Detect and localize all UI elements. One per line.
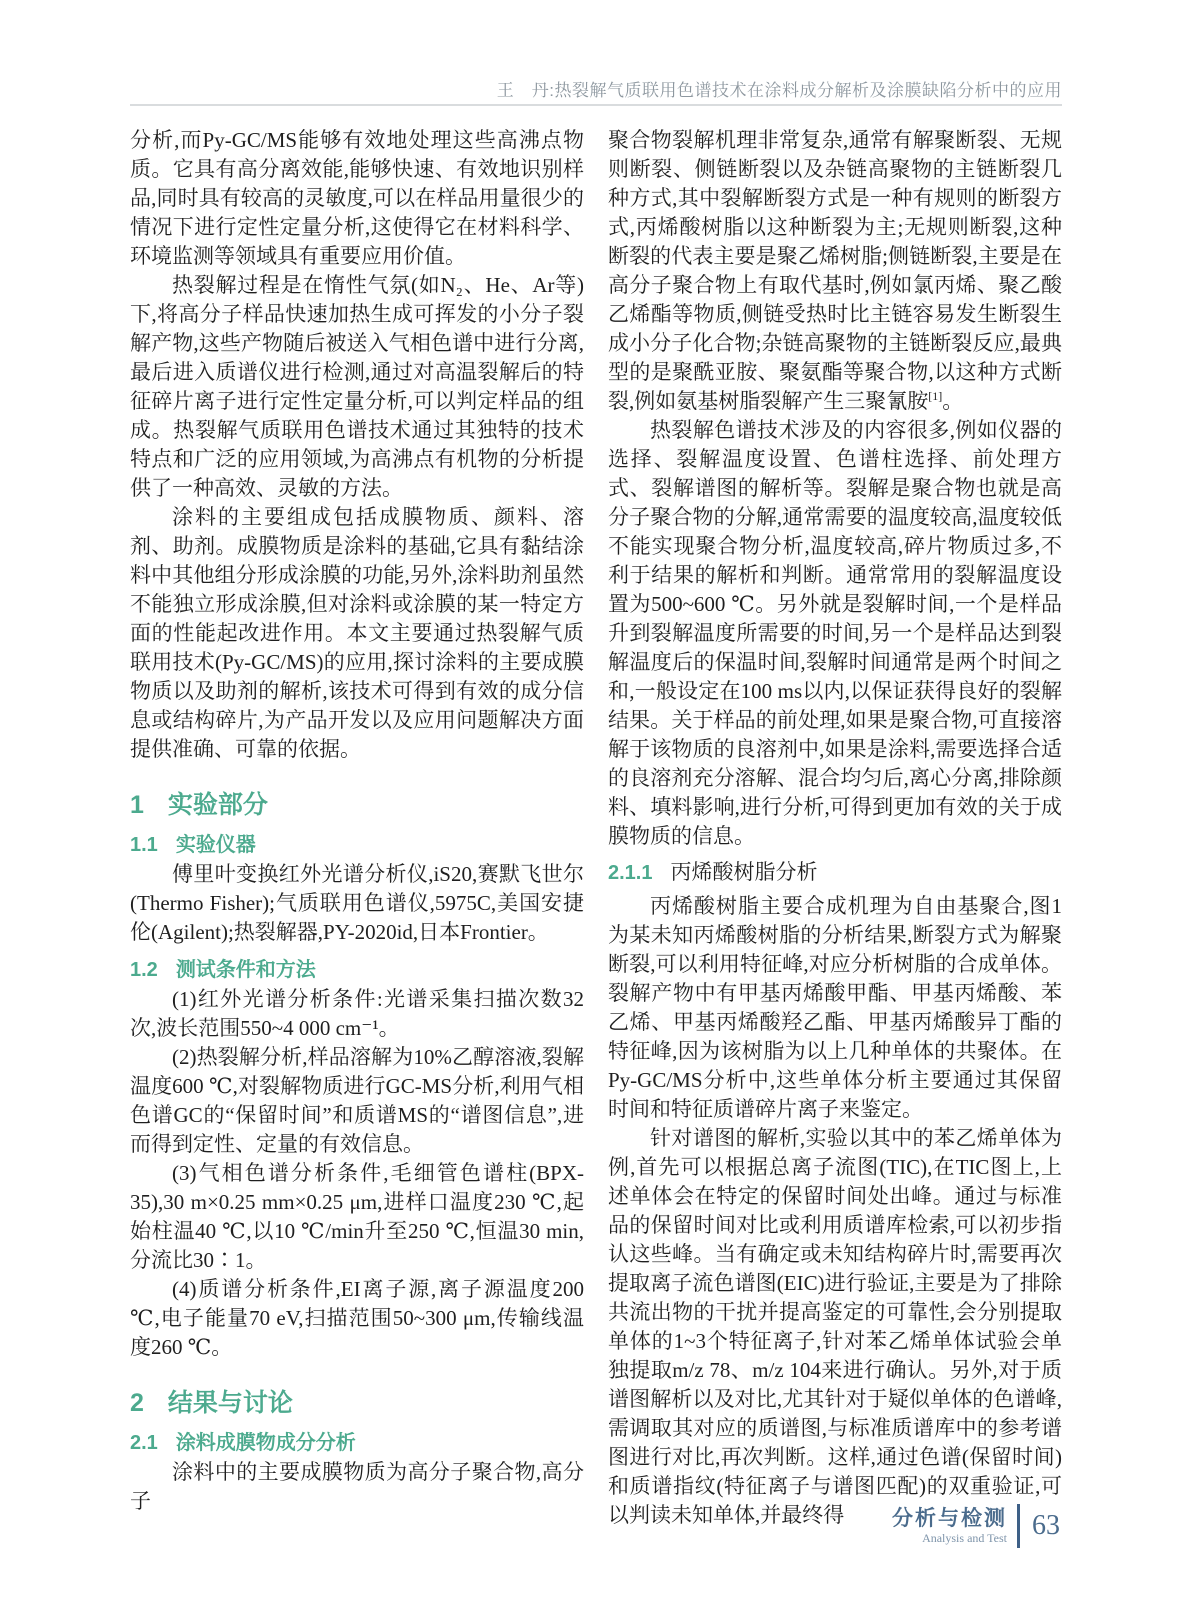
section-number: 1 — [130, 791, 144, 819]
paragraph: 涂料中的主要成膜物质为高分子聚合物,高分子 — [130, 1460, 584, 1513]
header-rule — [130, 104, 1062, 106]
section-number: 1.1 — [130, 834, 158, 856]
paragraph-text: 聚合物裂解机理非常复杂,通常有解聚断裂、无规则断裂、侧链断裂以及杂链高聚物的主链断裂几种方式,其中裂解断裂方式是一种有规则的断裂方式,丙烯酸树脂以这种断裂为主;无规则断裂,这种断裂的代表主要是聚乙烯树脂;侧链断裂,主要是在高分子聚合物上有取代基时,例如氯丙烯、聚乙酸乙烯酯等物质,侧链受热时比主链容易发生断裂生成小分子化合物;杂链高聚物的主链断裂反应,最典型的是聚酰亚胺、聚氨酯等聚合物,以这种方式断裂,例如氨基树脂裂解产生三聚氰胺 — [608, 128, 1062, 413]
section-heading-2-1 — [130, 1428, 584, 1458]
section-title: 结果与讨论 — [167, 1389, 293, 1417]
section-number: 2.1 — [130, 1432, 158, 1454]
right-column — [608, 126, 1062, 1530]
section-title: 实验仪器 — [175, 834, 256, 856]
paragraph — [608, 126, 1062, 416]
paragraph: 针对谱图的解析,实验以其中的苯乙烯单体为例,首先可以根据总离子流图(TIC),在TIC图上,上述单体会在特定的保留时间处出峰。通过与标准品的保留时间对比或利用质谱库检索,可以初步指认这些峰。当有确定或未知结构碎片时,需要再次提取离子流色谱图(EIC)进行验证,主要是为了排除共流出物的干扰并提高鉴定的可靠性,会分别提取单体的1~3个特征离子,针对苯乙烯单体试验会单独提取m/z 78、m/z 104来进行确认。另外,对于质谱图解析以及对比,尤其针对于疑似单体的色谱峰,需调取其对应的质谱图,与标准质谱库中的参考谱图进行对比,再次判断。这样,通过色谱(保留时间)和质谱指纹(特征离子与谱图匹配)的双重验证,可以判读未知单体,并最终得 — [608, 1126, 1062, 1527]
page-footer — [892, 1504, 1060, 1548]
left-column — [130, 126, 584, 1530]
method-item: (4)质谱分析条件,EI离子源,离子源温度200 ℃,电子能量70 eV,扫描范围50~300 μm,传输线温度260 ℃。 — [130, 1277, 584, 1359]
section-heading-1 — [130, 788, 584, 822]
paragraph: 丙烯酸树脂主要合成机理为自由基聚合,图1为某未知丙烯酸树脂的分析结果,断裂方式为解聚断裂,可以利用特征峰,对应分析树脂的合成单体。裂解产物中有甲基丙烯酸甲酯、甲基丙烯酸、苯乙烯、甲基丙烯酸羟乙酯、甲基丙烯酸异丁酯的特征峰,因为该树脂为以上几种单体的共聚体。在Py-GC/MS分析中,这些单体分析主要通过其保留时间和特征质谱碎片离子来鉴定。 — [608, 894, 1062, 1121]
section-number: 2.1.1 — [608, 862, 653, 884]
section-number: 2 — [130, 1389, 144, 1417]
running-header: 王 丹:热裂解气质联用色谱技术在涂料成分解析及涂膜缺陷分析中的应用 — [496, 81, 1062, 100]
section-title: 丙烯酸树脂分析 — [670, 860, 818, 884]
section-title: 涂料成膜物成分分析 — [175, 1432, 356, 1454]
paragraph: 傅里叶变换红外光谱分析仪,iS20,赛默飞世尔(Thermo Fisher);气质联用色谱仪,5975C,美国安捷伦(Agilent);热裂解器,PY-2020id,日本Frontier。 — [130, 862, 584, 944]
section-heading-2-1-1 — [608, 857, 1062, 888]
paragraph-text: 。 — [942, 389, 964, 413]
page-number: 63 — [1032, 1510, 1060, 1541]
paragraph: 热裂解色谱技术涉及的内容很多,例如仪器的选择、裂解温度设置、色谱柱选择、前处理方式、裂解谱图的解析等。裂解是聚合物也就是高分子聚合物的分解,通常需要的温度较高,温度较低不能实现聚合物分析,温度较高,碎片物质过多,不利于结果的解析和判断。通常常用的裂解温度设置为500~600 ℃。另外就是裂解时间,一个是样品升到裂解温度所需要的时间,另一个是样品达到裂解温度后的保温时间,裂解时间通常是两个时间之和,一般设定在100 ms以内,以保证获得良好的裂解结果。关于样品的前处理,如果是聚合物,可直接溶解于该物质的良溶剂中,如果是涂料,需要选择合适的良溶剂充分溶解、混合均匀后,离心分离,排除颜料、填料影响,进行分析,可得到更加有效的关于成膜物质的信息。 — [608, 418, 1062, 848]
method-item: (3)气相色谱分析条件,毛细管色谱柱(BPX-35),30 m×0.25 mm×0.25 μm,进样口温度230 ℃,起始柱温40 ℃,以10 ℃/min升至250 ℃,恒温30 min,分流比30∶1。 — [130, 1161, 584, 1272]
section-number: 1.2 — [130, 959, 158, 981]
paragraph: 热裂解过程是在惰性气氛(如N₂、He、Ar等)下,将高分子样品快速加热生成可挥发的小分子裂解产物,这些产物随后被送入气相色谱中进行分离,最后进入质谱仪进行检测,通过对高温裂解后的特征碎片离子进行定性定量分析,可以判定样品的组成。热裂解气质联用色谱技术通过其独特的技术特点和广泛的应用领域,为高沸点有机物的分析提供了一种高效、灵敏的方法。 — [130, 273, 584, 500]
citation-reference: [1] — [928, 389, 943, 403]
method-item: (2)热裂解分析,样品溶解为10%乙醇溶液,裂解温度600 ℃,对裂解物质进行GC-MS分析,利用气相色谱GC的“保留时间”和质谱MS的“谱图信息”,进而得到定性、定量的有效信息。 — [130, 1045, 584, 1156]
footer-section-en: Analysis and Test — [922, 1531, 1007, 1545]
footer-section-name — [892, 1507, 1007, 1545]
paragraph: 分析,而Py-GC/MS能够有效地处理这些高沸点物质。它具有高分离效能,能够快速、有效地识别样品,同时具有较高的灵敏度,可以在样品用量很少的情况下进行定性定量分析,这使得它在材料科学、环境监测等领域具有重要应用价值。 — [130, 128, 584, 268]
section-title: 测试条件和方法 — [175, 959, 316, 981]
footer-divider — [1017, 1504, 1020, 1548]
section-title: 实验部分 — [167, 791, 268, 819]
footer-section-cn: 分析与检测 — [892, 1507, 1007, 1530]
page-content — [130, 126, 1062, 1530]
paragraph: 涂料的主要组成包括成膜物质、颜料、溶剂、助剂。成膜物质是涂料的基础,它具有黏结涂料中其他组分形成涂膜的功能,另外,涂料助剂虽然不能独立形成涂膜,但对涂料或涂膜的某一特定方面的性能起改进作用。本文主要通过热裂解气质联用技术(Py-GC/MS)的应用,探讨涂料的主要成膜物质以及助剂的解析,该技术可得到有效的成分信息或结构碎片,为产品开发以及应用问题解决方面提供准确、可靠的依据。 — [130, 505, 584, 761]
section-heading-2 — [130, 1386, 584, 1420]
section-heading-1-2 — [130, 955, 584, 985]
method-item: (1)红外光谱分析条件:光谱采集扫描次数32次,波长范围550~4 000 cm⁻¹。 — [130, 987, 584, 1040]
section-heading-1-1 — [130, 830, 584, 860]
